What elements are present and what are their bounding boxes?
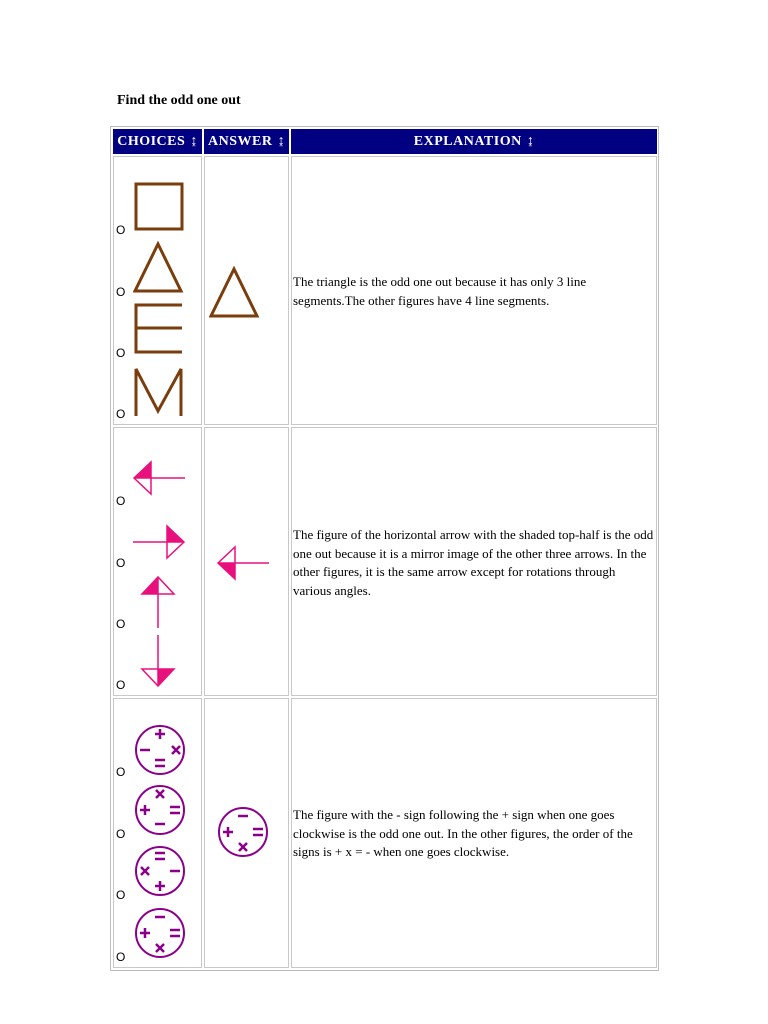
choices-cell — [113, 427, 202, 696]
explanation-cell — [291, 156, 657, 425]
choice-radio[interactable]: O — [116, 827, 126, 841]
signs-circle-figure — [134, 845, 188, 897]
header-explanation-label: EXPLANATION — [413, 133, 522, 149]
sort-icon[interactable]: ↨ — [277, 133, 285, 149]
odd-one-out-table — [110, 126, 659, 971]
choices-cell — [113, 698, 202, 968]
triangle-figure — [209, 266, 263, 318]
e-shape-figure — [133, 303, 187, 355]
answer-cell — [204, 156, 289, 425]
choice-radio[interactable]: O — [116, 407, 126, 421]
choice-radio[interactable]: O — [116, 223, 126, 237]
header-choices[interactable] — [113, 129, 202, 154]
choice-radio[interactable]: O — [116, 617, 126, 631]
left-arrow-figure — [131, 458, 187, 498]
answer-cell — [204, 427, 289, 696]
signs-circle-figure — [134, 784, 188, 836]
explanation-text: The figure of the horizontal arrow with the shaded top-half is the odd one out because it is a mirror image of the other three arrows. In the other figures, it is the same arrow except for rotations through various angles. — [293, 527, 654, 598]
choice-radio[interactable]: O — [116, 285, 126, 299]
sort-icon[interactable]: ↨ — [526, 133, 535, 149]
m-shape-figure — [133, 366, 187, 418]
right-arrow-figure — [131, 522, 187, 562]
choice-radio[interactable]: O — [116, 494, 126, 508]
square-figure — [133, 182, 187, 232]
choice-radio[interactable]: O — [116, 950, 126, 964]
signs-circle-figure — [217, 806, 271, 858]
choice-radio[interactable]: O — [116, 888, 126, 902]
choice-radio[interactable]: O — [116, 556, 126, 570]
explanation-cell — [291, 427, 657, 696]
sort-icon[interactable]: ↨ — [190, 133, 198, 149]
choice-radio[interactable]: O — [116, 346, 126, 360]
up-arrow-figure — [138, 574, 178, 630]
triangle-figure — [133, 241, 187, 293]
explanation-text: The figure with the - sign following the + sign when one goes clockwise is the odd one out. In the other figures, the order of the signs is + x = - when one goes clockwise. — [293, 807, 633, 859]
signs-circle-figure — [134, 907, 188, 959]
header-answer[interactable] — [204, 129, 289, 154]
left-arrow-mirror-figure — [215, 543, 271, 583]
answer-cell — [204, 698, 289, 968]
explanation-cell — [291, 698, 657, 968]
explanation-text: The triangle is the odd one out because it has only 3 line segments.The other figures have 4 line segments. — [293, 274, 587, 308]
header-answer-label: ANSWER — [208, 133, 273, 149]
choices-cell — [113, 156, 202, 425]
header-explanation[interactable] — [291, 129, 657, 154]
choice-radio[interactable]: O — [116, 765, 126, 779]
signs-circle-figure — [134, 724, 188, 776]
header-choices-label: CHOICES — [117, 133, 186, 149]
down-arrow-figure — [138, 633, 178, 689]
page-title: Find the odd one out — [117, 93, 241, 108]
choice-radio[interactable]: O — [116, 678, 126, 692]
